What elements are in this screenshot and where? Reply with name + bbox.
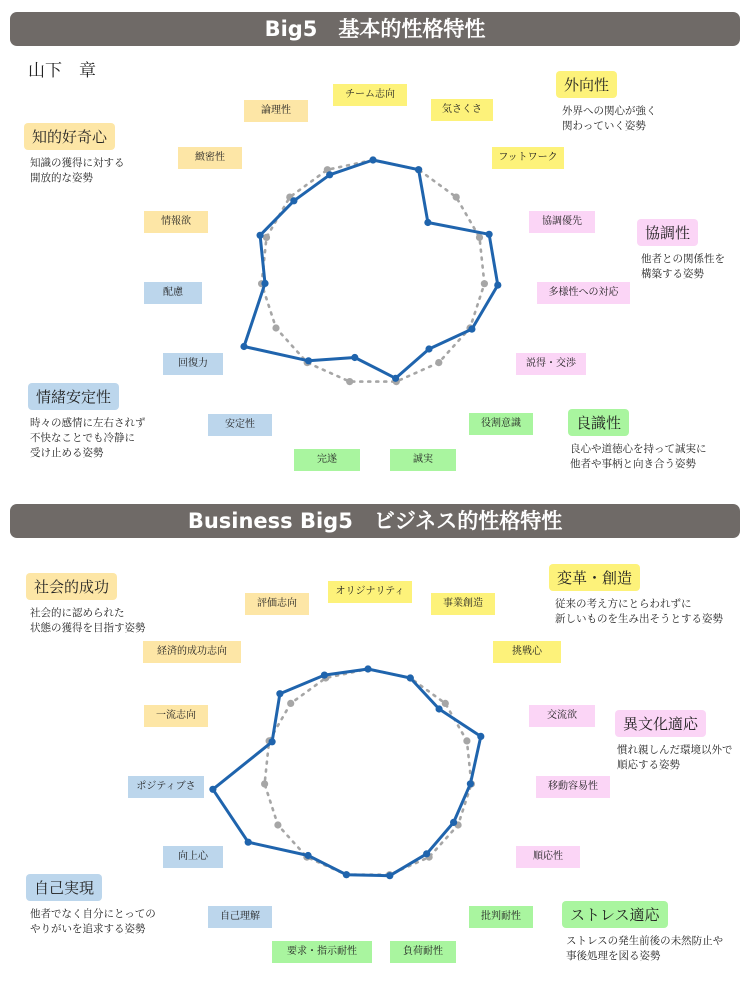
- chart0-label-11: 配慮: [144, 282, 202, 304]
- dim-social-success: [26, 573, 146, 636]
- chart0-person-point-5: [468, 326, 475, 333]
- dim-self-actualization-desc: 他者でなく自分にとっての やりがいを追求する姿勢: [30, 908, 156, 935]
- dim-social-success-title: 社会的成功: [26, 573, 117, 600]
- chart0-label-3: 協調優先: [529, 211, 595, 233]
- dim-agreeableness: [637, 219, 725, 282]
- chart1-label-12: 一流志向: [144, 705, 208, 727]
- chart1-average-point-11: [261, 780, 268, 787]
- chart1-person-point-4: [467, 780, 474, 787]
- dim-extraversion: [556, 71, 657, 134]
- dim-innovation-desc: 従来の考え方にとらわれずに 新しいものを生み出そうとする姿勢: [555, 598, 723, 625]
- chart0-person-point-7: [392, 375, 399, 382]
- dim-cross-culture-desc: 慣れ親しんだ環境以外で 順応する姿勢: [617, 744, 733, 771]
- chart1-person-point-5: [450, 819, 457, 826]
- dim-neuroticism-title: 情緒安定性: [28, 383, 119, 410]
- chart0-person-point-11: [261, 280, 268, 287]
- chart0-person-point-13: [290, 197, 297, 204]
- chart0-person-point-3: [486, 231, 493, 238]
- chart1-person-point-6: [423, 850, 430, 857]
- chart0-label-7: 誠実: [390, 449, 456, 471]
- chart0-person-point-12: [257, 232, 264, 239]
- chart0-label-2: フットワーク: [492, 147, 564, 169]
- dim-stress-title: ストレス適応: [562, 901, 668, 928]
- chart0-person-point-4: [494, 282, 501, 289]
- chart0-average-point-8: [346, 378, 353, 385]
- chart0-label-6: 役割意識: [469, 413, 533, 435]
- chart1-label-7: 負荷耐性: [390, 941, 456, 963]
- chart1-person-point-10: [245, 839, 252, 846]
- chart0-label-4: 多様性への対応: [537, 282, 630, 304]
- chart1-person-point-0: [364, 665, 371, 672]
- dim-self-actualization-title: 自己実現: [26, 874, 102, 901]
- dim-cross-culture-title: 異文化適応: [615, 710, 706, 737]
- dim-extraversion-desc: 外界への関心が強く 関わっていく姿勢: [562, 105, 657, 132]
- chart1-label-11: ポジティブさ: [128, 776, 204, 798]
- chart0-average-point-6: [435, 359, 442, 366]
- chart0-person-point-10: [240, 343, 247, 350]
- dim-cross-culture: [615, 710, 733, 773]
- chart0-average-point-3: [476, 234, 483, 241]
- chart0-label-9: 安定性: [208, 414, 272, 436]
- chart0-label-1: 気さくさ: [431, 99, 493, 121]
- person-name: 山下 章: [28, 61, 96, 81]
- chart1-label-8: 要求・指示耐性: [272, 941, 372, 963]
- chart1-person-point-7: [386, 872, 393, 879]
- dim-innovation-title: 変革・創造: [549, 564, 640, 591]
- dim-social-success-desc: 社会的に認められた 状態の獲得を目指す姿勢: [30, 607, 146, 634]
- chart0-person-point-1: [415, 166, 422, 173]
- dim-openness-desc: 知識の獲得に対する 開放的な姿勢: [30, 157, 125, 184]
- dim-agreeableness-desc: 他者との関係性を 構築する姿勢: [641, 253, 725, 280]
- chart0-average-line: [262, 160, 485, 382]
- dim-conscientiousness: [568, 409, 707, 472]
- chart1-person-point-14: [321, 672, 328, 679]
- chart0-label-0: チーム志向: [333, 84, 407, 106]
- dim-neuroticism-desc: 時々の感情に左右されず 不快なことでも冷静に 受け止める姿勢: [30, 417, 146, 459]
- chart1-person-point-8: [343, 871, 350, 878]
- chart1-label-2: 挑戦心: [493, 641, 561, 663]
- chart1-label-4: 移動容易性: [536, 776, 610, 798]
- chart0-person-point-2: [424, 219, 431, 226]
- dim-self-actualization: [26, 874, 156, 937]
- chart1-person-point-11: [209, 786, 216, 793]
- dim-extraversion-title: 外向性: [556, 71, 617, 98]
- chart0-label-10: 回復力: [163, 353, 223, 375]
- chart1-label-1: 事業創造: [431, 593, 495, 615]
- chart1-person-point-12: [269, 738, 276, 745]
- chart0-person-line: [244, 160, 498, 378]
- dim-innovation: [549, 564, 723, 627]
- chart0-person-point-6: [425, 345, 432, 352]
- chart0-average-point-12: [263, 234, 270, 241]
- chart1-label-5: 順応性: [516, 846, 580, 868]
- chart1-label-6: 批判耐性: [469, 906, 533, 928]
- dim-openness-title: 知的好奇心: [24, 123, 115, 150]
- chart1-average-point-10: [274, 821, 281, 828]
- chart0-label-12: 情報欲: [144, 211, 208, 233]
- chart1-label-13: 経済的成功志向: [143, 641, 241, 663]
- chart0-label-14: 論理性: [244, 100, 308, 122]
- chart1-average-line: [265, 669, 472, 875]
- chart0-label-5: 説得・交渉: [516, 353, 586, 375]
- chart0-label-13: 緻密性: [178, 147, 242, 169]
- dim-conscientiousness-desc: 良心や道徳心を持って誠実に 他者や事柄と向き合う姿勢: [570, 443, 707, 470]
- dim-conscientiousness-title: 良識性: [568, 409, 629, 436]
- big5-header: Big5 基本的性格特性: [10, 12, 740, 46]
- chart1-average-point-2: [442, 700, 449, 707]
- chart1-label-0: オリジナリティ: [328, 581, 412, 603]
- chart0-average-point-2: [453, 194, 460, 201]
- chart1-label-10: 向上心: [163, 846, 223, 868]
- dim-stress: [562, 901, 723, 964]
- chart1-average-point-13: [287, 700, 294, 707]
- dim-stress-desc: ストレスの発生前後の未然防止や 事後処理を図る姿勢: [566, 935, 724, 962]
- chart1-person-point-3: [477, 733, 484, 740]
- chart1-label-14: 評価志向: [245, 593, 309, 615]
- chart1-average-point-3: [463, 737, 470, 744]
- chart1-person-point-1: [407, 674, 414, 681]
- dim-neuroticism: [28, 383, 146, 461]
- chart0-average-point-4: [481, 280, 488, 287]
- chart1-person-point-13: [276, 690, 283, 697]
- chart0-person-point-8: [351, 354, 358, 361]
- chart0-person-point-9: [305, 357, 312, 364]
- chart1-label-9: 自己理解: [208, 906, 272, 928]
- chart1-person-point-9: [305, 852, 312, 859]
- chart0-label-8: 完遂: [294, 449, 360, 471]
- dim-agreeableness-title: 協調性: [637, 219, 698, 246]
- chart0-person-point-0: [369, 156, 376, 163]
- chart0-person-point-14: [326, 171, 333, 178]
- business-header: Business Big5 ビジネス的性格特性: [10, 504, 740, 538]
- chart1-label-3: 交流欲: [529, 705, 595, 727]
- chart0-average-point-10: [272, 324, 279, 331]
- dim-openness: [24, 123, 125, 186]
- chart1-person-point-2: [436, 705, 443, 712]
